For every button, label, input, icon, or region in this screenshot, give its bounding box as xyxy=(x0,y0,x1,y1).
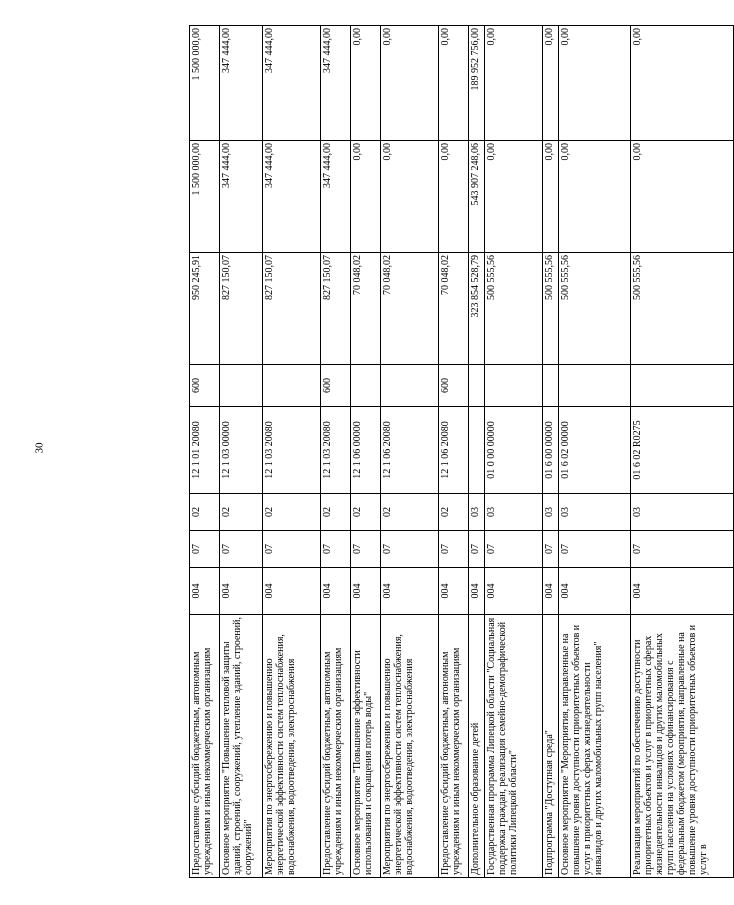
admin-code: 004 xyxy=(351,568,381,615)
admin-code: 004 xyxy=(631,568,734,615)
section-code: 07 xyxy=(321,531,351,568)
row-name: Предоставление субсидий бюджетным, автономным учреждениям и иным некоммерческим организациям xyxy=(439,615,469,878)
subsection-code: 03 xyxy=(543,494,559,531)
table-row xyxy=(220,26,263,878)
table-row xyxy=(190,26,220,878)
row-name: Государственная программа Липецкой области "Социальная поддержка граждан, реализация семейно-демографической политики Липецкой области" xyxy=(485,615,543,878)
rotated-table-wrapper xyxy=(189,26,709,878)
section-code: 07 xyxy=(559,531,631,568)
table-row xyxy=(321,26,351,878)
expense-type-code xyxy=(469,365,485,407)
expense-type-code xyxy=(351,365,381,407)
section-code: 07 xyxy=(220,531,263,568)
subsection-code: 03 xyxy=(631,494,734,531)
subsection-code: 02 xyxy=(263,494,321,531)
amount-year-2: 0,00 xyxy=(351,141,381,253)
amount-year-2: 0,00 xyxy=(439,141,469,253)
row-name: Основное мероприятие "Мероприятия, направленные на повышение уровня доступности приоритетных объектов и услуг в приоритетных сферах жизнедеятельности инвалидов и других маломобильных групп населения" xyxy=(559,615,631,878)
section-code: 07 xyxy=(263,531,321,568)
amount-year-3: 347 444,00 xyxy=(263,26,321,141)
amount-year-2: 0,00 xyxy=(631,141,734,253)
target-article-code: 01 6 00 00000 xyxy=(543,407,559,494)
amount-year-2: 543 907 248,06 xyxy=(469,141,485,253)
section-code: 07 xyxy=(485,531,543,568)
row-name: Предоставление субсидий бюджетным, автономным учреждениям и иным некоммерческим организациям xyxy=(321,615,351,878)
amount-year-3: 1 500 000,00 xyxy=(190,26,220,141)
target-article-code: 12 1 03 20080 xyxy=(263,407,321,494)
subsection-code: 02 xyxy=(351,494,381,531)
amount-year-1: 500 555,56 xyxy=(543,253,559,365)
expense-type-code xyxy=(631,365,734,407)
amount-year-2: 347 444,00 xyxy=(263,141,321,253)
subsection-code: 02 xyxy=(190,494,220,531)
section-code: 07 xyxy=(190,531,220,568)
amount-year-1: 827 150,07 xyxy=(220,253,263,365)
table-body xyxy=(190,26,734,878)
amount-year-1: 950 245,91 xyxy=(190,253,220,365)
section-code: 07 xyxy=(469,531,485,568)
amount-year-3: 0,00 xyxy=(381,26,439,141)
amount-year-2: 0,00 xyxy=(485,141,543,253)
subsection-code: 03 xyxy=(559,494,631,531)
expense-type-code xyxy=(485,365,543,407)
amount-year-3: 347 444,00 xyxy=(220,26,263,141)
table-row xyxy=(351,26,381,878)
amount-year-3: 0,00 xyxy=(631,26,734,141)
amount-year-2: 0,00 xyxy=(559,141,631,253)
row-name: Мероприятия по энергосбережению и повышению энергетической эффективности систем теплоснабжения, водоснабжения, водоотведения, электроснабжения xyxy=(381,615,439,878)
expense-type-code xyxy=(381,365,439,407)
target-article-code: 12 1 03 00000 xyxy=(220,407,263,494)
admin-code: 004 xyxy=(321,568,351,615)
expense-type-code xyxy=(263,365,321,407)
expense-type-code xyxy=(559,365,631,407)
subsection-code: 02 xyxy=(381,494,439,531)
budget-table xyxy=(189,25,734,878)
section-code: 07 xyxy=(381,531,439,568)
amount-year-1: 500 555,56 xyxy=(631,253,734,365)
subsection-code: 02 xyxy=(321,494,351,531)
amount-year-2: 0,00 xyxy=(543,141,559,253)
table-row xyxy=(559,26,631,878)
amount-year-2: 1 500 000,00 xyxy=(190,141,220,253)
row-name: Дополнительное образование детей xyxy=(469,615,485,878)
target-article-code: 12 1 01 20080 xyxy=(190,407,220,494)
amount-year-3: 347 444,00 xyxy=(321,26,351,141)
admin-code: 004 xyxy=(559,568,631,615)
amount-year-1: 70 048,02 xyxy=(351,253,381,365)
admin-code: 004 xyxy=(190,568,220,615)
expense-type-code: 600 xyxy=(439,365,469,407)
amount-year-1: 70 048,02 xyxy=(381,253,439,365)
admin-code: 004 xyxy=(543,568,559,615)
admin-code: 004 xyxy=(381,568,439,615)
subsection-code: 02 xyxy=(439,494,469,531)
target-article-code: 01 6 02 R0275 xyxy=(631,407,734,494)
table-row xyxy=(543,26,559,878)
amount-year-1: 500 555,56 xyxy=(559,253,631,365)
section-code: 07 xyxy=(351,531,381,568)
table-row xyxy=(381,26,439,878)
row-name: Основное мероприятие "Повышение эффективности использования и сокращения потерь воды" xyxy=(351,615,381,878)
amount-year-1: 323 854 528,79 xyxy=(469,253,485,365)
table-row xyxy=(485,26,543,878)
expense-type-code: 600 xyxy=(190,365,220,407)
subsection-code: 02 xyxy=(220,494,263,531)
target-article-code: 12 1 03 20080 xyxy=(321,407,351,494)
row-name: Подпрограмма "Доступная среда" xyxy=(543,615,559,878)
target-article-code: 12 1 06 00000 xyxy=(351,407,381,494)
row-name: Реализация мероприятий по обеспечению доступности приоритетных объектов и услуг в приоритетных сферах жизнедеятельности инвалидов и других маломобильных групп населения на условиях софинансирования с федеральным бюджетом (мероприятия, направленные на повышение уровня доступности приоритетных объектов и услуг в xyxy=(631,615,734,878)
target-article-code: 12 1 06 20080 xyxy=(381,407,439,494)
section-code: 07 xyxy=(631,531,734,568)
amount-year-2: 347 444,00 xyxy=(220,141,263,253)
amount-year-3: 0,00 xyxy=(485,26,543,141)
table-row xyxy=(469,26,485,878)
expense-type-code xyxy=(220,365,263,407)
target-article-code: 12 1 06 20080 xyxy=(439,407,469,494)
target-article-code: 01 6 02 00000 xyxy=(559,407,631,494)
amount-year-3: 0,00 xyxy=(439,26,469,141)
subsection-code: 03 xyxy=(469,494,485,531)
amount-year-3: 0,00 xyxy=(543,26,559,141)
expense-type-code: 600 xyxy=(321,365,351,407)
target-article-code xyxy=(469,407,485,494)
amount-year-1: 70 048,02 xyxy=(439,253,469,365)
admin-code: 004 xyxy=(439,568,469,615)
page-number: 30 xyxy=(33,442,46,454)
amount-year-2: 0,00 xyxy=(381,141,439,253)
admin-code: 004 xyxy=(469,568,485,615)
row-name: Предоставление субсидий бюджетным, автономным учреждениям и иным некоммерческим организациям xyxy=(190,615,220,878)
admin-code: 004 xyxy=(263,568,321,615)
amount-year-1: 827 150,07 xyxy=(321,253,351,365)
subsection-code: 03 xyxy=(485,494,543,531)
amount-year-1: 500 555,56 xyxy=(485,253,543,365)
table-row xyxy=(263,26,321,878)
section-code: 07 xyxy=(439,531,469,568)
section-code: 07 xyxy=(543,531,559,568)
admin-code: 004 xyxy=(485,568,543,615)
amount-year-3: 0,00 xyxy=(351,26,381,141)
row-name: Мероприятия по энергосбережению и повышению энергетической эффективности систем теплоснабжения, водоснабжения, водоотведения, электроснабжения xyxy=(263,615,321,878)
amount-year-1: 827 150,07 xyxy=(263,253,321,365)
table-row xyxy=(631,26,734,878)
amount-year-2: 347 444,00 xyxy=(321,141,351,253)
amount-year-3: 189 952 756,00 xyxy=(469,26,485,141)
table-row xyxy=(439,26,469,878)
target-article-code: 01 0 00 00000 xyxy=(485,407,543,494)
admin-code: 004 xyxy=(220,568,263,615)
row-name: Основное мероприятие "Повышение тепловой защиты зданий, строений, сооружений, утепление зданий, строений, сооружений" xyxy=(220,615,263,878)
amount-year-3: 0,00 xyxy=(559,26,631,141)
expense-type-code xyxy=(543,365,559,407)
